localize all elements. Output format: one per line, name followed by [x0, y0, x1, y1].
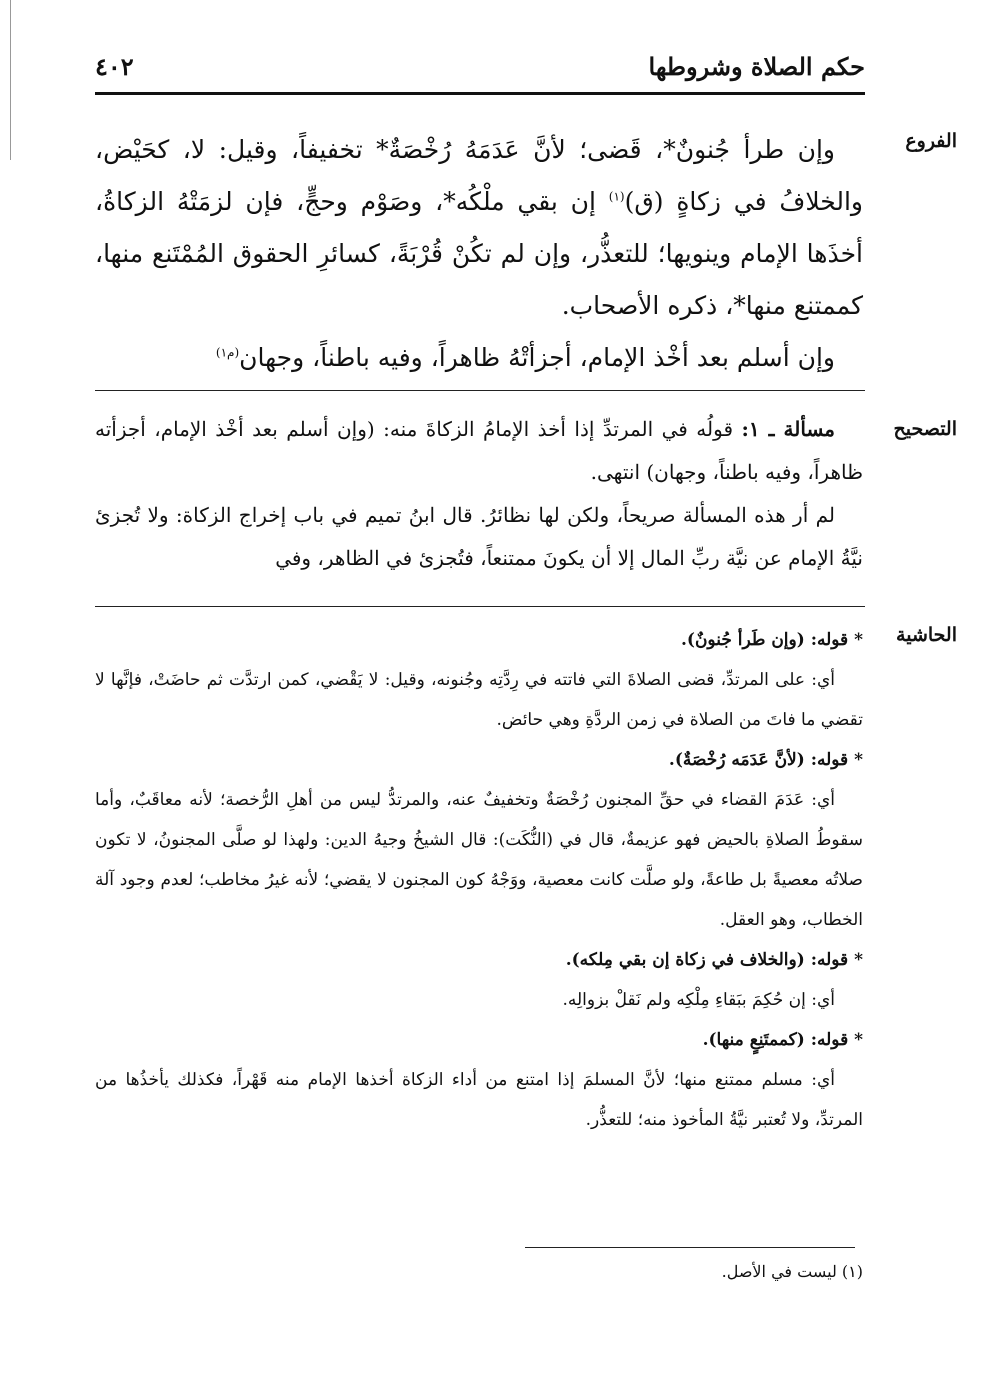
running-header: [95, 52, 865, 86]
hashiya-comment: أي: إن حُكِمَ ببَقاءِ مِلْكِه ولم نَقلْ بزوالِه.: [562, 990, 835, 1010]
section-divider-2: [95, 606, 865, 607]
footnote-ref: (١): [608, 189, 625, 204]
header-rule: [95, 92, 865, 95]
hashiya-quote: * قوله: (كممتَنِعٍ منها).: [702, 1030, 863, 1050]
section-divider-1: [95, 390, 865, 391]
tashih-ref: (م١): [215, 345, 240, 360]
furu-text: [95, 124, 863, 384]
furu-paragraph-2: وإن أسلم بعد أخْذ الإمام، أجزأتْهُ ظاهراً، وفيه باطناً، وجهان$^{(م١)}$: [215, 343, 835, 372]
hashiya-text: [95, 620, 863, 1140]
hashiya-quote: * قوله: (وإن طَرأ جُنونٌ).: [680, 630, 863, 650]
section-label-hashiya: الحاشية: [896, 624, 957, 646]
running-title: حكم الصلاة وشروطها: [648, 52, 865, 81]
tashih-text: [95, 408, 863, 580]
footnote: (١) ليست في الأصل.: [721, 1262, 863, 1281]
page-number: ٤٠٢: [95, 52, 134, 81]
hashiya-comment: أي: على المرتدِّ، قضى الصلاةَ التي فاتته في رِدَّتِه وجُنونه، وقيل: لا يَقْضي، كمن ارتدَّت ثم حاضَتْ، فإنَّها لا تقضي ما فاتَ من الصلاة في زمن الردَّةِ وهي حائض.: [95, 670, 863, 730]
hashiya-comment: أي: مسلم ممتنع منها؛ لأنَّ المسلمَ إذا امتنع من أداء الزكاة أخذها الإمام منه قَهْراً، فكذلك يأخذُها من المرتدِّ، ولا تُعتبر نيَّةُ المأخوذ منه؛ للتعذُّر.: [95, 1070, 863, 1130]
hashiya-quote: * قوله: (لأنَّ عَدَمَه رُخْصَةٌ).: [668, 750, 863, 770]
page-edge-line: [10, 0, 11, 160]
tashih-paragraph-1: مسألة ـ ١: قولُه في المرتدِّ إذا أخذ الإمامُ الزكاةَ منه: (وإن أسلم بعد أخْذ الإمام، أجزأته ظاهراً، وفيه باطناً، وجهان) انتهى.: [95, 417, 863, 484]
hashiya-quote: * قوله: (والخلاف في زكاة إن بقي مِلكه).: [565, 950, 863, 970]
section-label-furu: الفروع: [905, 130, 957, 152]
hashiya-comment: أي: عَدَمَ القضاء في حقِّ المجنون رُخْصَةٌ وتخفيفٌ عنه، والمرتدُّ ليس من أهلِ الرُّخصة؛ لأنه معاقَبٌ، وأما سقوطُ الصلاةِ بالحيض فهو عزيمةٌ، قال في (النُّكَت): قال الشيخُ وجيهُ الدين: ولهذا لو صلَّى المجنونُ، لا تكون صلاتُه معصيةً بل طاعةً، ولو صلَّت كانت معصية، ووَجْهُ كون المجنون لا يقضي؛ لأنه غيرُ مخاطب؛ لعدم وجود آلة الخطاب، وهو العقل.: [95, 790, 863, 930]
section-label-tashih: التصحيح: [893, 418, 957, 440]
footnote-rule: [525, 1247, 855, 1248]
tashih-paragraph-2: لم أر هذه المسألة صريحاً، ولكن لها نظائرُ. قال ابنُ تميم في باب إخراج الزكاة: ولا تُجزئ نيَّةُ الإمام عن نيَّة ربِّ المال إلا أن يكونَ ممتنعاً، فتُجزئ في الظاهر، وفي: [95, 503, 863, 570]
masala-label: مسألة ـ ١:: [741, 417, 836, 441]
furu-paragraph-1: وإن طرأ جُنونٌ*، قَضى؛ لأنَّ عَدَمَهُ رُخْصَةٌ* تخفيفاً، وقيل: لا، كحَيْض، والخلافُ في زكاةٍ (ق)$^{(١)}$ إن بقي ملْكُه*، وصَوْم وحجٍّ، فإن لزمَتْهُ الزكاةُ، أخذَها الإمام وينويها؛ للتعذُّر، وإن لم تكُنْ قُرْبَةً، كسائرِ الحقوق المُمْتَنع منها، كممتنع منها*، ذكره الأصحاب.: [95, 135, 864, 320]
